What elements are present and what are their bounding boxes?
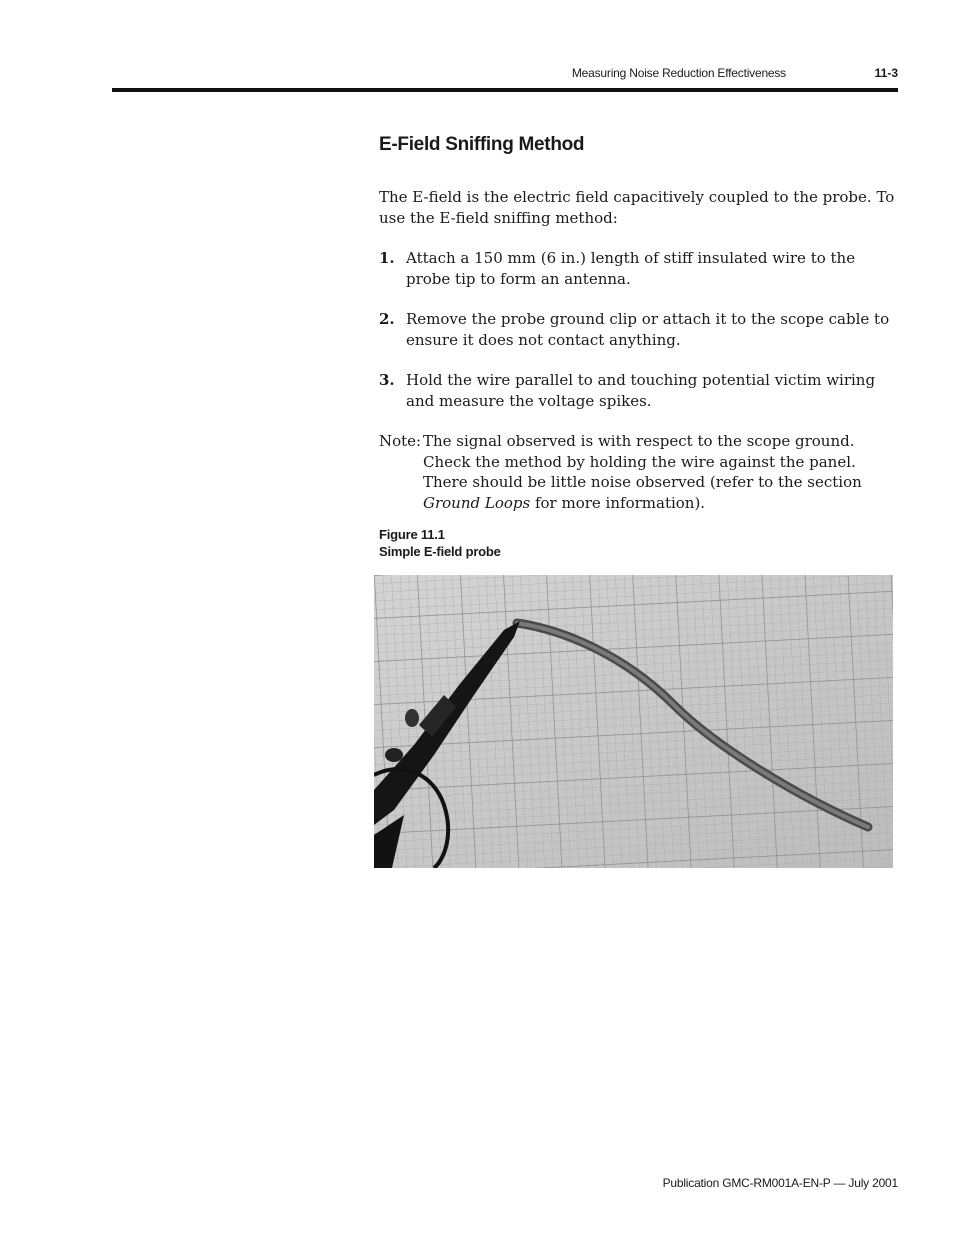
step-number: 3. bbox=[379, 371, 395, 389]
page-number: 11-3 bbox=[874, 66, 898, 80]
note-text bbox=[423, 431, 899, 513]
step-item bbox=[379, 370, 899, 411]
note-reference: Ground Loops bbox=[423, 493, 531, 512]
step-number: 1. bbox=[379, 249, 395, 267]
step-number: 2. bbox=[379, 310, 395, 328]
note-label: Note: bbox=[379, 432, 422, 450]
section-heading: E-Field Sniffing Method bbox=[379, 134, 585, 155]
footer-publication: Publication GMC-RM001A-EN-P — July 2001 bbox=[662, 1176, 898, 1190]
figure-photo bbox=[374, 575, 893, 868]
running-header bbox=[112, 66, 898, 82]
step-text: Remove the probe ground clip or attach it to the scope cable to ensure it does not contact anything. bbox=[406, 310, 890, 349]
note-text-before: The signal observed is with respect to the scope ground. Check the method by holding the wire against the panel. There should be little noise observed (refer to the section bbox=[423, 432, 862, 491]
note-block bbox=[379, 431, 899, 513]
note-text-after: for more information). bbox=[530, 493, 706, 512]
step-text: Hold the wire parallel to and touching potential victim wiring and measure the voltage spikes. bbox=[406, 371, 876, 410]
intro-paragraph: The E-field is the electric field capacitively coupled to the probe. To use the E-field sniffing method: bbox=[379, 188, 895, 227]
step-item bbox=[379, 309, 899, 350]
figure-title: Simple E-field probe bbox=[379, 544, 501, 559]
figure-caption bbox=[379, 526, 501, 560]
step-text: Attach a 150 mm (6 in.) length of stiff insulated wire to the probe tip to form an antenna. bbox=[406, 249, 856, 288]
running-header-title: Measuring Noise Reduction Effectiveness bbox=[571, 66, 786, 80]
figure-number: Figure 11.1 bbox=[379, 527, 445, 542]
step-item bbox=[379, 248, 899, 289]
header-rule bbox=[112, 88, 898, 92]
